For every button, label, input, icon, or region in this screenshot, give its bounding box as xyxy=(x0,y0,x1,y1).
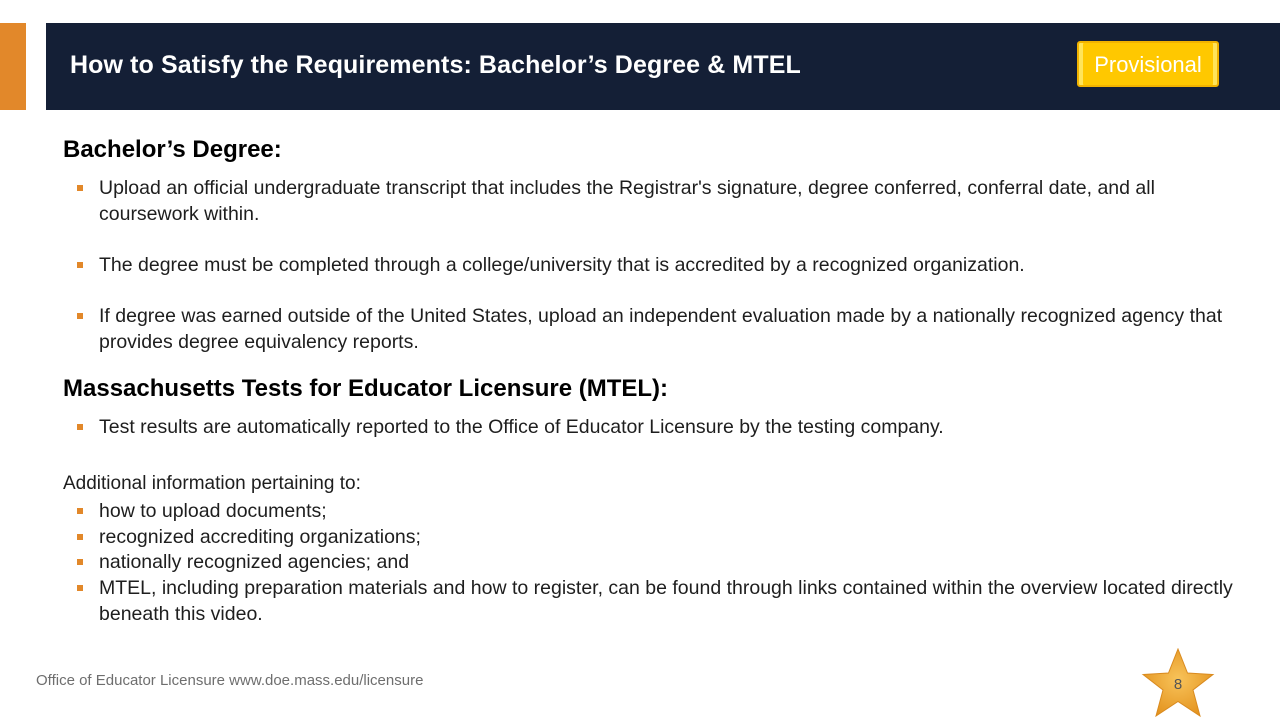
bullet-text: MTEL, including preparation materials and how to register, can be found through links contained within the overview located directly beneath this video. xyxy=(99,577,1233,625)
bachelors-heading: Bachelor’s Degree: xyxy=(63,136,282,163)
page-number: 8 xyxy=(1173,676,1183,693)
bullet-text: If degree was earned outside of the United States, upload an independent evaluation made by a nationally recognized agency that provides degree equivalency reports. xyxy=(99,305,1223,353)
bullet-marker xyxy=(77,262,83,268)
bullet-text: nationally recognized agencies; and xyxy=(99,551,410,573)
bullet-text: Upload an official undergraduate transcript that includes the Registrar's signature, degree conferred, conferral date, and all coursework within. xyxy=(99,177,1155,225)
slide-title: How to Satisfy the Requirements: Bachelor’s Degree & MTEL xyxy=(70,51,801,79)
bullet-text: how to upload documents; xyxy=(99,500,327,522)
bullet-marker xyxy=(77,508,83,514)
bullet-marker xyxy=(77,185,83,191)
bullet-marker xyxy=(77,534,83,540)
bullet-marker xyxy=(77,559,83,565)
bullet-text: recognized accrediting organizations; xyxy=(99,526,421,548)
bullet-marker xyxy=(77,585,83,591)
bullet-marker xyxy=(77,313,83,319)
bullet-text: Test results are automatically reported to the Office of Educator Licensure by the testing company. xyxy=(99,416,944,438)
bullet-marker xyxy=(77,424,83,430)
mtel-heading: Massachusetts Tests for Educator Licensure (MTEL): xyxy=(63,375,669,402)
footer-text: Office of Educator Licensure www.doe.mass.edu/licensure xyxy=(36,672,424,689)
bullet-text: The degree must be completed through a college/university that is accredited by a recognized organization. xyxy=(99,254,1025,276)
page-number-badge xyxy=(1141,648,1215,718)
provisional-badge: Provisional xyxy=(1077,41,1219,87)
additional-info-intro: Additional information pertaining to: xyxy=(63,473,361,494)
slide-header xyxy=(46,23,1280,110)
accent-bar xyxy=(0,23,26,110)
